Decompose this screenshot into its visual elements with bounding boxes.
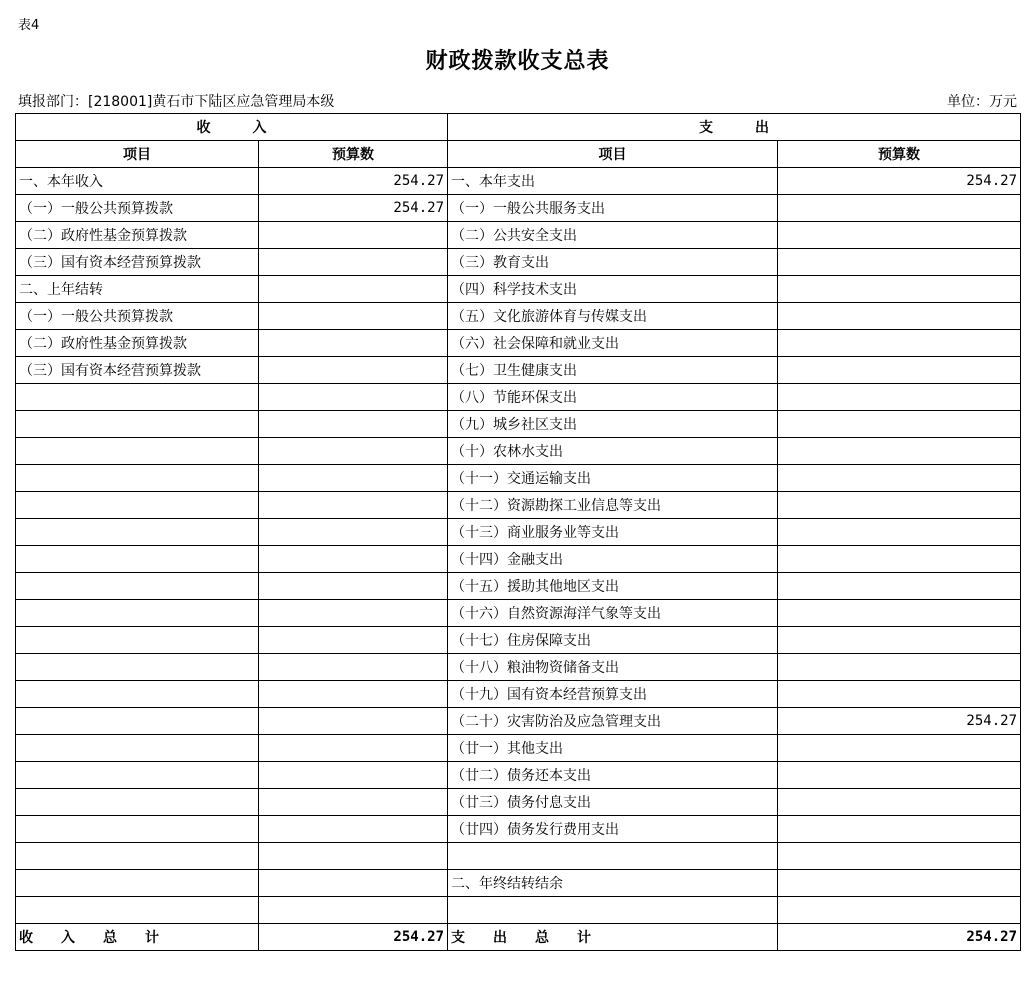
expense-item-cell: （九）城乡社区支出 — [448, 411, 778, 438]
expense-amount-cell — [778, 438, 1021, 465]
expense-item-cell: （二十）灾害防治及应急管理支出 — [448, 708, 778, 735]
expense-item-cell: （廿三）债务付息支出 — [448, 789, 778, 816]
income-amount-cell — [259, 492, 448, 519]
table-row — [16, 627, 1021, 654]
income-amount-cell — [259, 735, 448, 762]
expense-amount-cell — [778, 222, 1021, 249]
expense-item-cell: （五）文化旅游体育与传媒支出 — [448, 303, 778, 330]
expense-amount-cell — [778, 735, 1021, 762]
income-amount-cell — [259, 249, 448, 276]
income-item-cell — [16, 654, 259, 681]
expense-amount-cell — [778, 843, 1021, 870]
income-amount-cell — [259, 384, 448, 411]
income-section-header: 收 入 — [16, 114, 448, 141]
expense-amount-cell — [778, 762, 1021, 789]
income-item-cell — [16, 762, 259, 789]
expense-amount-cell — [778, 519, 1021, 546]
expense-item-cell — [448, 897, 778, 924]
totals-row — [16, 924, 1021, 951]
table-row — [16, 870, 1021, 897]
expense-item-cell: （十七）住房保障支出 — [448, 627, 778, 654]
income-item-cell — [16, 870, 259, 897]
income-item-cell — [16, 735, 259, 762]
table-row — [16, 681, 1021, 708]
income-item-cell: （三）国有资本经营预算拨款 — [16, 249, 259, 276]
expense-item-cell — [448, 843, 778, 870]
income-item-header: 项目 — [16, 141, 259, 168]
income-amount-cell — [259, 843, 448, 870]
expense-item-cell: （廿二）债务还本支出 — [448, 762, 778, 789]
table-row — [16, 897, 1021, 924]
table-row — [16, 546, 1021, 573]
expense-item-cell: （一）一般公共服务支出 — [448, 195, 778, 222]
expense-item-cell: （八）节能环保支出 — [448, 384, 778, 411]
income-total-label: 收 入 总 计 — [16, 924, 259, 951]
expense-amount-cell — [778, 384, 1021, 411]
table-row — [16, 384, 1021, 411]
income-amount-cell — [259, 681, 448, 708]
table-row — [16, 168, 1021, 195]
expense-amount-cell — [778, 681, 1021, 708]
income-amount-cell — [259, 870, 448, 897]
unit-label: 单位：万元 — [947, 94, 1017, 110]
expense-amount-cell — [778, 492, 1021, 519]
expense-item-cell: （十三）商业服务业等支出 — [448, 519, 778, 546]
expense-amount-cell — [778, 816, 1021, 843]
expense-item-cell: （六）社会保障和就业支出 — [448, 330, 778, 357]
expense-item-cell: （十九）国有资本经营预算支出 — [448, 681, 778, 708]
income-amount-cell — [259, 573, 448, 600]
income-amount-cell — [259, 762, 448, 789]
table-row — [16, 708, 1021, 735]
income-amount-cell — [259, 303, 448, 330]
expense-item-header: 项目 — [448, 141, 778, 168]
expense-amount-cell — [778, 465, 1021, 492]
income-item-cell — [16, 681, 259, 708]
income-item-cell — [16, 573, 259, 600]
table-row — [16, 195, 1021, 222]
income-amount-cell — [259, 708, 448, 735]
table-row — [16, 816, 1021, 843]
table-row — [16, 303, 1021, 330]
expense-item-cell: （四）科学技术支出 — [448, 276, 778, 303]
expense-item-cell: （七）卫生健康支出 — [448, 357, 778, 384]
expense-item-cell: （十五）援助其他地区支出 — [448, 573, 778, 600]
budget-summary-table — [15, 113, 1021, 951]
expense-section-header: 支 出 — [448, 114, 1021, 141]
income-item-cell — [16, 546, 259, 573]
expense-amount-cell — [778, 276, 1021, 303]
expense-amount-cell — [778, 600, 1021, 627]
income-item-cell — [16, 492, 259, 519]
income-item-cell — [16, 708, 259, 735]
expense-amount-cell — [778, 249, 1021, 276]
table-row — [16, 654, 1021, 681]
column-header-row — [16, 141, 1021, 168]
table-row — [16, 438, 1021, 465]
income-item-cell — [16, 816, 259, 843]
income-amount-cell — [259, 654, 448, 681]
table-row — [16, 762, 1021, 789]
expense-amount-cell — [778, 357, 1021, 384]
expense-amount-cell: 254.27 — [778, 708, 1021, 735]
income-item-cell — [16, 411, 259, 438]
table-row — [16, 492, 1021, 519]
expense-amount-cell — [778, 330, 1021, 357]
income-item-cell: （三）国有资本经营预算拨款 — [16, 357, 259, 384]
table-row — [16, 222, 1021, 249]
expense-item-cell: （廿一）其他支出 — [448, 735, 778, 762]
income-amount-cell — [259, 276, 448, 303]
income-amount-cell — [259, 357, 448, 384]
expense-amount-cell — [778, 411, 1021, 438]
expense-item-cell: （十四）金融支出 — [448, 546, 778, 573]
expense-item-cell: 一、本年支出 — [448, 168, 778, 195]
income-amount-cell — [259, 600, 448, 627]
income-item-cell: （二）政府性基金预算拨款 — [16, 222, 259, 249]
table-row — [16, 789, 1021, 816]
income-item-cell: 一、本年收入 — [16, 168, 259, 195]
expense-amount-cell — [778, 546, 1021, 573]
income-item-cell: （一）一般公共预算拨款 — [16, 195, 259, 222]
expense-item-cell: （十）农林水支出 — [448, 438, 778, 465]
expense-item-cell: （十六）自然资源海洋气象等支出 — [448, 600, 778, 627]
income-item-cell: （二）政府性基金预算拨款 — [16, 330, 259, 357]
table-row — [16, 843, 1021, 870]
table-row — [16, 330, 1021, 357]
table-row — [16, 735, 1021, 762]
table-row — [16, 249, 1021, 276]
income-item-cell — [16, 438, 259, 465]
income-amount-cell — [259, 546, 448, 573]
expense-item-cell: （二）公共安全支出 — [448, 222, 778, 249]
expense-item-cell: （十八）粮油物资储备支出 — [448, 654, 778, 681]
income-amount-cell — [259, 465, 448, 492]
income-amount-cell — [259, 519, 448, 546]
table-row — [16, 276, 1021, 303]
income-amount-cell: 254.27 — [259, 168, 448, 195]
expense-item-cell: 二、年终结转结余 — [448, 870, 778, 897]
table-number-tag: 表4 — [18, 18, 40, 33]
income-amount-cell — [259, 789, 448, 816]
section-header-row — [16, 114, 1021, 141]
income-item-cell — [16, 789, 259, 816]
expense-item-cell: （廿四）债务发行费用支出 — [448, 816, 778, 843]
expense-item-cell: （三）教育支出 — [448, 249, 778, 276]
expense-amount-cell — [778, 870, 1021, 897]
income-amount-cell — [259, 438, 448, 465]
income-item-cell — [16, 600, 259, 627]
expense-amount-cell — [778, 303, 1021, 330]
expense-amount-cell — [778, 897, 1021, 924]
income-item-cell — [16, 384, 259, 411]
expense-amount-cell — [778, 789, 1021, 816]
expense-amount-cell — [778, 195, 1021, 222]
table-row — [16, 600, 1021, 627]
expense-budget-header: 预算数 — [778, 141, 1021, 168]
table-row — [16, 573, 1021, 600]
expense-total-amount: 254.27 — [778, 924, 1021, 951]
expense-amount-cell — [778, 654, 1021, 681]
table-row — [16, 465, 1021, 492]
income-amount-cell — [259, 330, 448, 357]
income-item-cell: 二、上年结转 — [16, 276, 259, 303]
expense-amount-cell: 254.27 — [778, 168, 1021, 195]
income-amount-cell — [259, 222, 448, 249]
income-item-cell — [16, 843, 259, 870]
table-row — [16, 519, 1021, 546]
income-amount-cell — [259, 816, 448, 843]
income-item-cell — [16, 465, 259, 492]
table-row — [16, 411, 1021, 438]
expense-amount-cell — [778, 573, 1021, 600]
reporting-department: 填报部门：[218001]黄石市下陆区应急管理局本级 — [18, 94, 335, 110]
income-item-cell: （一）一般公共预算拨款 — [16, 303, 259, 330]
expense-item-cell: （十一）交通运输支出 — [448, 465, 778, 492]
expense-amount-cell — [778, 627, 1021, 654]
income-amount-cell — [259, 897, 448, 924]
income-item-cell — [16, 519, 259, 546]
income-item-cell — [16, 897, 259, 924]
expense-item-cell: （十二）资源勘探工业信息等支出 — [448, 492, 778, 519]
income-amount-cell — [259, 411, 448, 438]
income-total-amount: 254.27 — [259, 924, 448, 951]
income-budget-header: 预算数 — [259, 141, 448, 168]
income-item-cell — [16, 627, 259, 654]
table-row — [16, 357, 1021, 384]
page-title: 财政拨款收支总表 — [425, 48, 610, 74]
income-amount-cell — [259, 627, 448, 654]
expense-total-label: 支 出 总 计 — [448, 924, 778, 951]
income-amount-cell: 254.27 — [259, 195, 448, 222]
